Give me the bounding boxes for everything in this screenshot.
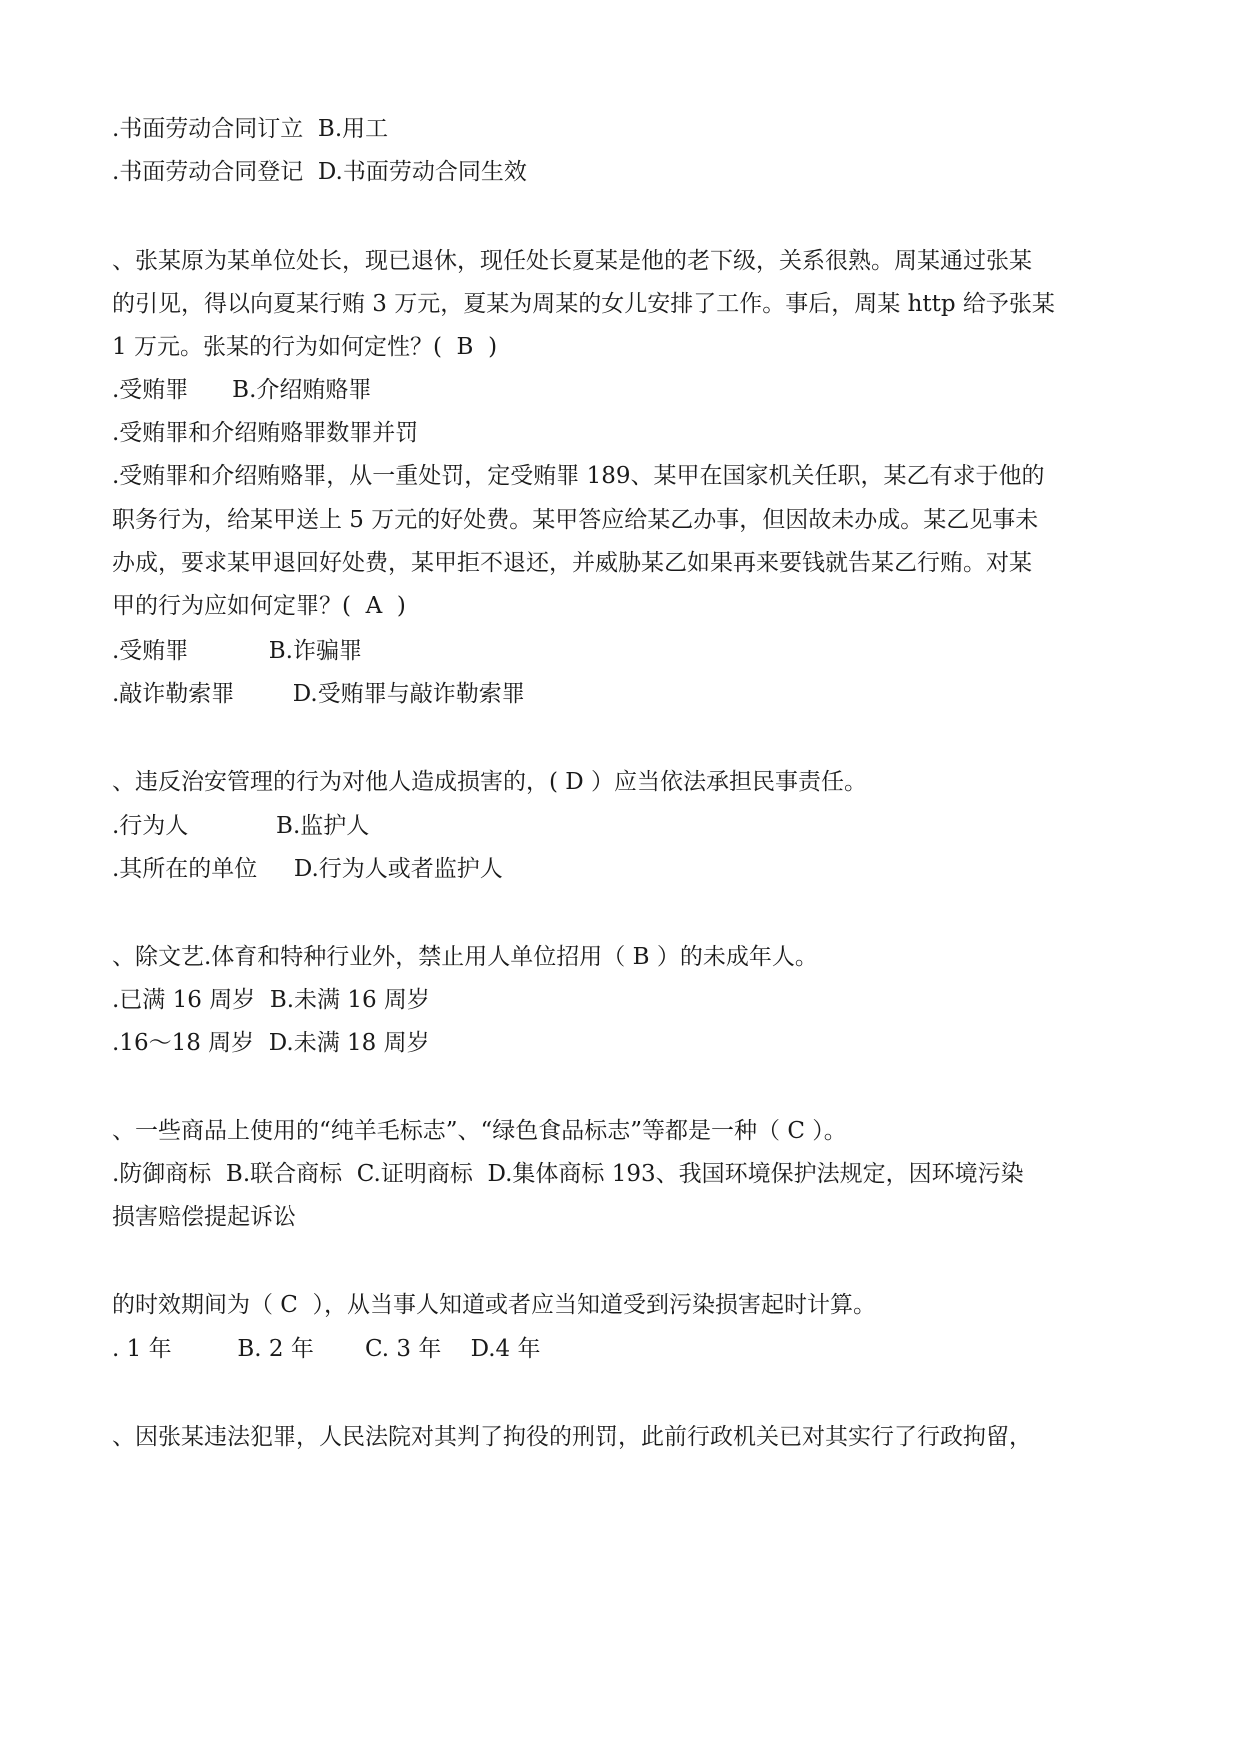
text-line: 、张某原为某单位处长，现已退休，现任处长夏某是他的老下级，关系很熟。周某通过张某 <box>112 248 1032 274</box>
text-line: 职务行为，给某甲送上 5 万元的好处费。某甲答应给某乙办事，但因故未办成。某乙见事未 <box>112 507 1039 533</box>
text-line: .敲诈勒索罪 D.受贿罪与敲诈勒索罪 <box>112 681 525 707</box>
text-line: .已满 16 周岁 B.未满 16 周岁 <box>112 987 430 1013</box>
text-line: . 1 年 B. 2 年 C. 3 年 D.4 年 <box>112 1336 541 1362</box>
text-line: 、违反治安管理的行为对他人造成损害的，( D ）应当依法承担民事责任。 <box>112 769 868 795</box>
text-line: 、一些商品上使用的“纯羊毛标志”、“绿色食品标志”等都是一种（ C ）。 <box>112 1118 847 1144</box>
text-line: 甲的行为应如何定罪？( A ) <box>112 593 406 619</box>
text-line: .16～18 周岁 D.未满 18 周岁 <box>112 1030 430 1056</box>
text-line: 的引见，得以向夏某行贿 3 万元，夏某为周某的女儿安排了工作。事后，周某 http 给予张某 <box>112 291 1055 317</box>
text-line: .行为人 B.监护人 <box>112 813 370 839</box>
text-line: 办成，要求某甲退回好处费，某甲拒不退还，并威胁某乙如果再来要钱就告某乙行贿。对某 <box>112 550 1032 576</box>
text-line: .书面劳动合同登记 D.书面劳动合同生效 <box>112 159 527 185</box>
text-line: .书面劳动合同订立 B.用工 <box>112 116 389 142</box>
text-line: 1 万元。张某的行为如何定性？( B ) <box>112 334 498 360</box>
text-line: .受贿罪和介绍贿赂罪，从一重处罚，定受贿罪 189、某甲在国家机关任职，某乙有求于他的 <box>112 463 1045 489</box>
text-line: .防御商标 B.联合商标 C.证明商标 D.集体商标 193、我国环境保护法规定，因环境污染 <box>112 1161 1024 1187</box>
text-line: 的时效期间为（ C ），从当事人知道或者应当知道受到污染损害起时计算。 <box>112 1292 877 1318</box>
text-line: 损害赔偿提起诉讼 <box>112 1204 296 1230</box>
text-line: .受贿罪 B.诈骗罪 <box>112 638 362 664</box>
text-line: 、因张某违法犯罪，人民法院对其判了拘役的刑罚，此前行政机关已对其实行了行政拘留， <box>112 1424 1032 1450</box>
text-line: .其所在的单位 D.行为人或者监护人 <box>112 856 503 882</box>
text-line: 、除文艺.体育和特种行业外，禁止用人单位招用（ B ）的未成年人。 <box>112 944 818 970</box>
text-line: .受贿罪和介绍贿赂罪数罪并罚 <box>112 420 419 446</box>
text-line: .受贿罪 B.介绍贿赂罪 <box>112 377 372 403</box>
